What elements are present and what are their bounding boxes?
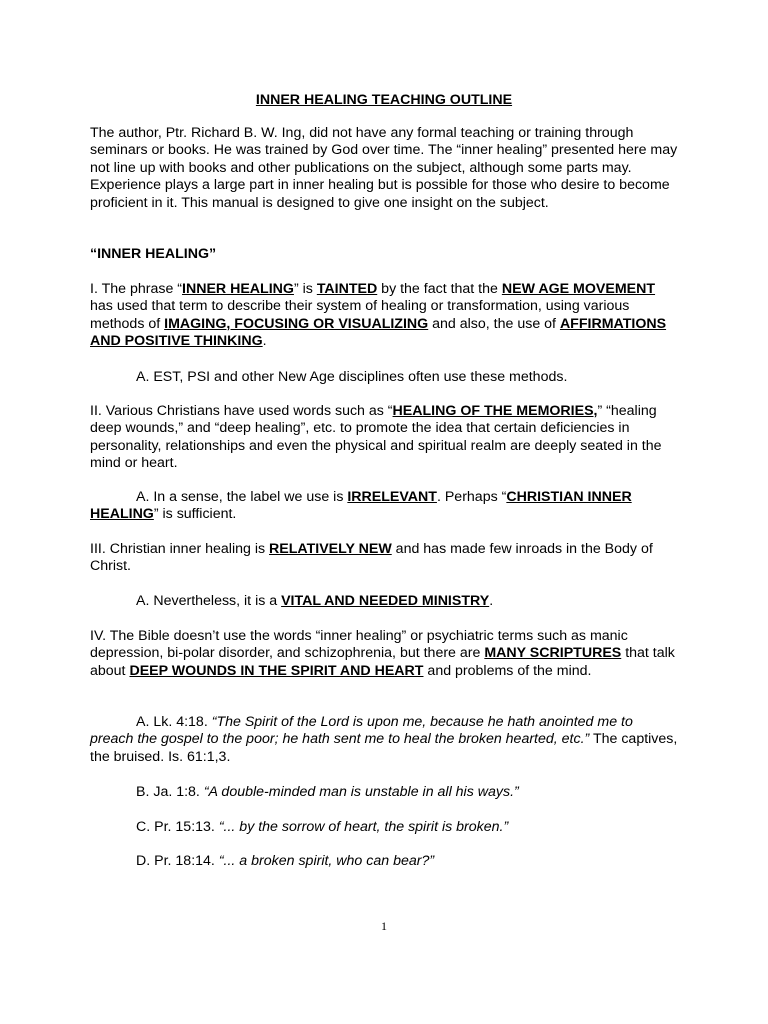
- point-4-subpoint-a: A. Lk. 4:18. “The Spirit of the Lord is upon me, because he hath anointed me to preach the gospel to the poor; he hath sent me to heal the broken hearted, etc.” The captives, the bruised. Is. 61:1,3.: [90, 714, 678, 765]
- point-1-paragraph: I. The phrase “INNER HEALING” is TAINTED by the fact that the NEW AGE MOVEMENT has used that term to describe their system of healing or transformation, using various methods of IMAGING, FOCUSING OR VISUALIZING and also, the use of AFFIRMATIONS AND POSITIVE THINKING.: [90, 281, 667, 350]
- point-3-paragraph: III. Christian inner healing is RELATIVELY NEW and has made few inroads in the Body of Christ.: [90, 541, 653, 575]
- point-2-subpoint-a: A. In a sense, the label we use is IRRELEVANT. Perhaps “CHRISTIAN INNER HEALING” is sufficient.: [90, 489, 632, 523]
- document-title: INNER HEALING TEACHING OUTLINE: [255, 92, 513, 108]
- point-4-subpoint-c: C. Pr. 15:13. “... by the sorrow of heart, the spirit is broken.”: [136, 819, 509, 835]
- section-heading: “INNER HEALING”: [90, 246, 217, 262]
- point-1-subpoint-a: A. EST, PSI and other New Age disciplines often use these methods.: [136, 369, 568, 385]
- point-4-subpoint-d: D. Pr. 18:14. “... a broken spirit, who can bear?”: [136, 853, 435, 869]
- point-3-subpoint-a: A. Nevertheless, it is a VITAL AND NEEDED MINISTRY.: [136, 593, 494, 609]
- page-number: 1: [381, 919, 387, 933]
- point-4-paragraph: IV. The Bible doesn’t use the words “inner healing” or psychiatric terms such as manic depression, bi-polar disorder, and schizophrenia, but there are MANY SCRIPTURES that talk about DEEP WOUNDS IN THE SPIRIT AND HEART and problems of the mind.: [90, 628, 675, 679]
- intro-paragraph: The author, Ptr. Richard B. W. Ing, did not have any formal teaching or training through seminars or books. He was trained by God over time. The “inner healing” presented here may not line up with books and other publications on the subject, although some parts may. Experience plays a large part in inner healing but is possible for those who desire to become proficient in it. This manual is designed to give one insight on the subject.: [90, 125, 678, 211]
- point-4-subpoint-b: B. Ja. 1:8. “A double-minded man is unstable in all his ways.”: [136, 784, 519, 800]
- point-2-paragraph: II. Various Christians have used words such as “HEALING OF THE MEMORIES,” “healing deep wounds,” and “deep healing”, etc. to promote the idea that certain deficiencies in personality, relationships and even the physical and spiritual realm are deeply seated in the mind or heart.: [90, 403, 662, 472]
